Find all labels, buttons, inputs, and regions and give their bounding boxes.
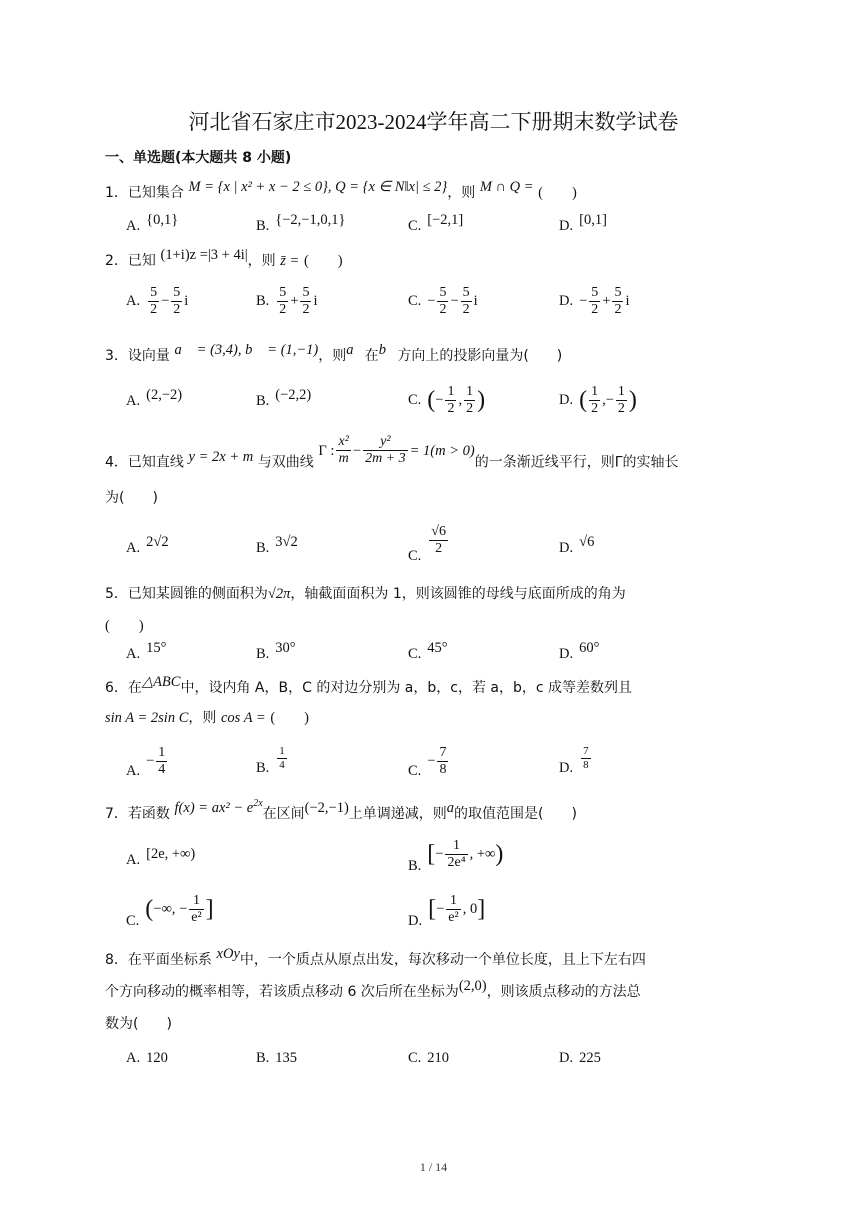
denominator: 4 — [279, 759, 285, 771]
denominator: 2 — [591, 401, 599, 416]
q3-option-d — [559, 384, 637, 417]
bracket: [ — [427, 841, 436, 867]
numerator: 5 — [591, 285, 599, 300]
stem-text: 4．已知直线 — [105, 454, 184, 471]
stem-text: 中，一个质点从原点出发，每次移动一个单位长度，且上下左右四 — [239, 952, 646, 968]
q6-option-a — [126, 745, 169, 778]
question-6-stem-cont — [105, 708, 309, 728]
numerator: x² — [338, 434, 349, 449]
q6-option-d — [559, 745, 593, 776]
numerator: √6 — [431, 524, 446, 539]
stem-text: ，则 — [247, 253, 276, 269]
q1-option-a — [126, 212, 179, 235]
denominator: 8 — [439, 762, 447, 777]
numerator: 1 — [591, 384, 599, 399]
option-value: 45° — [427, 640, 448, 656]
option-value: [0,1] — [579, 212, 607, 228]
stem-text: ，则该质点移动的方法总 — [486, 984, 641, 1000]
q4-option-c — [408, 524, 450, 564]
fraction — [171, 285, 182, 318]
option-label: A. — [126, 292, 141, 309]
numerator: 1 — [189, 893, 203, 910]
stem-text: 的一条渐近线平行，则Γ的实轴长 — [474, 454, 679, 471]
numerator: 5 — [614, 285, 622, 300]
numerator: 5 — [173, 285, 181, 300]
denominator: 2 — [150, 302, 158, 317]
denominator: 2 — [302, 302, 310, 317]
option-label: B. — [256, 292, 270, 309]
q3-option-b — [256, 387, 312, 410]
fraction — [437, 285, 448, 318]
denominator: e² — [191, 910, 202, 925]
option-value: −∞, — [153, 900, 180, 917]
fraction — [612, 285, 623, 318]
option-value: √6 — [579, 534, 595, 550]
sign: − — [605, 391, 614, 408]
option-value: {−2,−1,0,1} — [275, 212, 346, 228]
option-value: 30° — [275, 640, 296, 656]
question-2-stem — [105, 247, 343, 271]
stem-text: 在 — [364, 348, 379, 364]
math-expr: △ABC — [141, 674, 181, 690]
sign: − — [435, 391, 444, 408]
fraction — [445, 838, 467, 871]
fraction — [363, 434, 408, 467]
option-label: C. — [408, 391, 422, 408]
separator: , — [602, 391, 606, 408]
fraction — [446, 893, 460, 926]
denominator: 2m + 3 — [365, 451, 406, 466]
stem-text: 中，设内角 A，B，C 的对边分别为 a，b，c，若 a，b，c 成等差数列且 — [180, 680, 633, 696]
fraction — [616, 384, 627, 417]
q5-option-d — [559, 640, 600, 663]
math-expr: Γ : — [318, 442, 335, 459]
q2-option-b — [256, 285, 318, 318]
option-label: B. — [256, 646, 270, 662]
sign: − — [146, 752, 155, 769]
fraction — [277, 745, 287, 772]
denominator: 2 — [462, 302, 470, 317]
imag-unit: i — [625, 292, 630, 309]
paren: ) — [477, 387, 486, 413]
math-expr: = 1(m > 0) — [409, 442, 475, 459]
option-label: A. — [126, 762, 141, 779]
operator: − — [450, 292, 459, 309]
q1-option-b — [256, 212, 346, 235]
q5-option-c — [408, 640, 448, 663]
question-6-stem — [105, 674, 633, 698]
math-expr: y = 2x + m — [188, 448, 254, 465]
answer-blank: ( ) — [303, 253, 343, 269]
fraction — [589, 285, 600, 318]
numerator: y² — [363, 434, 408, 451]
denominator: 2 — [591, 302, 599, 317]
sign: − — [179, 900, 188, 917]
denominator: 2 — [614, 302, 622, 317]
q6-option-b — [256, 745, 289, 776]
q7-option-b — [408, 838, 504, 874]
question-4-stem — [105, 434, 679, 479]
stem-text: ，则 — [188, 710, 217, 726]
imag-unit: i — [473, 292, 478, 309]
option-label: B. — [256, 759, 270, 776]
fraction — [336, 434, 350, 467]
question-8-stem-cont — [105, 978, 641, 1002]
option-label: C. — [408, 292, 422, 309]
option-value: 2√2 — [146, 534, 169, 550]
sign: − — [427, 752, 436, 769]
stem-text: 在区间 — [262, 806, 305, 822]
denominator: 2 — [279, 302, 287, 317]
option-label: B. — [256, 1050, 270, 1066]
page-number: 1 / 14 — [419, 1160, 448, 1174]
numerator: 5 — [279, 285, 287, 300]
numerator: 1 — [279, 745, 285, 757]
numerator: 1 — [466, 384, 474, 399]
q2-option-a — [126, 285, 188, 318]
numerator: 1 — [446, 893, 460, 910]
q8-option-b — [256, 1050, 297, 1067]
q4-option-a — [126, 534, 169, 557]
q2-option-d — [559, 285, 630, 318]
numerator: 5 — [439, 285, 447, 300]
page-title — [0, 106, 867, 136]
option-value: 135 — [275, 1050, 298, 1066]
denominator: e² — [448, 910, 459, 925]
option-label: C. — [408, 646, 422, 662]
question-4-stem-cont — [105, 488, 158, 508]
option-value: [−2,1] — [427, 212, 464, 228]
option-value: 120 — [146, 1050, 168, 1066]
fraction — [277, 285, 288, 318]
operator: − — [161, 292, 170, 309]
stem-text: 与双曲线 — [257, 454, 314, 471]
option-value: {0,1} — [146, 212, 179, 228]
option-label: B. — [408, 857, 422, 874]
denominator: 2 — [466, 401, 474, 416]
option-label: A. — [126, 646, 141, 662]
math-expr: z̄ = — [280, 253, 300, 269]
bracket: ] — [477, 896, 486, 922]
stem-text: ，轴截面面积为 1，则该圆锥的母线与底面所成的角为 — [290, 586, 626, 602]
sign: − — [579, 292, 588, 309]
math-expr: cos A = — [221, 710, 266, 726]
option-value: , +∞ — [469, 845, 496, 862]
numerator: 1 — [158, 745, 166, 760]
bracket: [ — [428, 896, 437, 922]
stem-text: ，则 — [318, 348, 347, 364]
option-value: , 0 — [462, 900, 478, 917]
question-3-stem — [105, 342, 563, 366]
fraction — [300, 285, 311, 318]
answer-blank: ( ) — [538, 185, 577, 201]
math-expr: a — [446, 800, 455, 816]
option-value: 225 — [579, 1050, 601, 1066]
math-expr: b⃗ — [378, 342, 398, 358]
sign: − — [435, 845, 444, 862]
option-label: C. — [408, 218, 422, 234]
fraction — [581, 745, 591, 772]
option-label: B. — [256, 393, 270, 409]
operator: − — [352, 442, 362, 459]
stem-text: 个方向移动的概率相等，若该质点移动 6 次后所在坐标为 — [105, 984, 459, 1000]
stem-text: 1．已知集合 — [105, 185, 184, 201]
answer-blank: ( ) — [105, 618, 144, 634]
option-label: D. — [559, 292, 574, 309]
option-label: D. — [408, 912, 423, 929]
q4-option-d — [559, 534, 595, 557]
bracket: ( — [145, 896, 154, 922]
fraction — [429, 524, 448, 557]
fraction — [589, 384, 600, 417]
fraction — [445, 384, 456, 417]
option-label: D. — [559, 391, 574, 408]
option-value: 60° — [579, 640, 600, 656]
option-label: D. — [559, 540, 574, 556]
question-8-stem-cont — [105, 1014, 172, 1034]
imag-unit: i — [313, 292, 318, 309]
fraction — [189, 893, 203, 926]
numerator: 1 — [447, 384, 455, 399]
option-label: C. — [408, 1050, 422, 1066]
numerator: 5 — [462, 285, 470, 300]
q8-option-d — [559, 1050, 601, 1067]
paren: ) — [628, 387, 637, 413]
math-expr: a⃗ — [346, 342, 365, 358]
paren: ( — [427, 387, 436, 413]
denominator: m — [338, 451, 349, 466]
sign: − — [427, 292, 436, 309]
stem-text: 的取值范围是( ) — [454, 806, 577, 822]
q7-option-d — [408, 893, 486, 929]
stem-text: 3．设向量 — [105, 348, 170, 364]
stem-text: 数为( ) — [105, 1016, 172, 1032]
fraction — [464, 384, 475, 417]
option-label: A. — [126, 218, 141, 234]
option-value: 15° — [146, 640, 167, 656]
denominator: 8 — [583, 759, 589, 771]
q4-option-b — [256, 534, 298, 557]
title-text: 河北省石家庄市 — [188, 110, 336, 134]
math-expr: (−2,−1) — [304, 800, 349, 816]
imag-unit: i — [184, 292, 189, 309]
denominator: 2 — [617, 401, 625, 416]
denominator: 2 — [435, 541, 443, 556]
option-label: D. — [559, 218, 574, 234]
title-years: 2023-2024 — [335, 110, 427, 134]
fraction — [156, 745, 167, 778]
option-label: C. — [408, 762, 422, 779]
q1-option-d — [559, 212, 607, 235]
fraction — [461, 285, 472, 318]
math-expr — [175, 800, 263, 816]
option-value: 210 — [427, 1050, 450, 1066]
answer-blank: ( ) — [270, 710, 309, 726]
stem-text: 为( ) — [105, 490, 158, 506]
stem-text: 5．已知某圆锥的侧面积为 — [105, 586, 268, 602]
q7-option-a — [126, 846, 196, 869]
denominator: 2 — [173, 302, 181, 317]
q3-option-c — [408, 384, 485, 417]
option-value: (2,−2) — [146, 387, 183, 403]
q8-option-a — [126, 1050, 168, 1067]
option-label: A. — [126, 393, 141, 409]
option-label: B. — [256, 540, 270, 556]
option-label: C. — [126, 912, 140, 929]
denominator: 4 — [158, 762, 166, 777]
denominator: 2 — [439, 302, 447, 317]
math-expr: sin A = 2sin C — [105, 710, 189, 726]
math-expr: a⃗ = (3,4), b⃗ = (1,−1) — [174, 342, 319, 358]
stem-text: 2．已知 — [105, 253, 156, 269]
option-value: 3√2 — [275, 534, 298, 550]
numerator: 7 — [583, 745, 589, 757]
q7-option-c — [126, 893, 214, 929]
denominator: 2e⁴ — [447, 855, 466, 870]
hyperbola-equation — [318, 434, 475, 466]
option-value: [2e, +∞) — [146, 846, 196, 862]
stem-text: 上单调递减，则 — [348, 806, 447, 822]
q6-option-c — [408, 745, 450, 778]
paren: ( — [579, 387, 588, 413]
function-expr: f(x) = ax² − e — [174, 800, 254, 816]
title-text: 学年高二下册期末数学试卷 — [426, 110, 679, 134]
option-label: A. — [126, 540, 141, 556]
math-expr: √2π — [267, 586, 291, 602]
question-7-stem — [105, 798, 577, 826]
option-label: A. — [126, 1050, 141, 1066]
bracket: ) — [495, 841, 504, 867]
bracket: ] — [205, 896, 214, 922]
option-label: D. — [559, 646, 574, 662]
question-5-stem-cont — [105, 616, 144, 636]
numerator: 7 — [439, 745, 447, 760]
math-expr: xOy — [216, 946, 240, 962]
numerator: 5 — [150, 285, 158, 300]
math-expr: M ∩ Q = — [479, 179, 534, 195]
separator: , — [458, 391, 463, 408]
question-8-stem — [105, 946, 646, 970]
math-expr: (1+i)z =|3 + 4i| — [160, 247, 248, 263]
q5-option-a — [126, 640, 167, 663]
option-label: D. — [559, 759, 574, 776]
option-label: A. — [126, 852, 141, 868]
q1-option-c — [408, 212, 464, 235]
numerator: 5 — [302, 285, 310, 300]
section-heading: 一、单选题(本大题共 8 小题) — [105, 150, 292, 166]
option-label: B. — [256, 218, 270, 234]
operator: + — [290, 292, 299, 309]
option-value: (−2,2) — [275, 387, 312, 403]
q5-option-b — [256, 640, 296, 663]
stem-text: 7．若函数 — [105, 806, 170, 822]
q2-option-c — [408, 285, 478, 318]
fraction — [437, 745, 448, 778]
q8-option-c — [408, 1050, 449, 1067]
exponent: 2x — [253, 798, 263, 809]
math-expr: (2,0) — [458, 978, 487, 994]
fraction — [148, 285, 159, 318]
numerator: 1 — [445, 838, 467, 855]
question-1-stem — [105, 179, 577, 203]
denominator: 2 — [447, 401, 455, 416]
q3-option-a — [126, 387, 183, 410]
option-label: D. — [559, 1050, 574, 1066]
stem-text: ，则 — [447, 185, 476, 201]
math-expr: M = {x | x² + x − 2 ≤ 0}, Q = {x ∈ N‖x| ≤ 2} — [188, 179, 448, 195]
sign: − — [436, 900, 445, 917]
stem-text: 8．在平面坐标系 — [105, 952, 212, 968]
question-5-stem — [105, 584, 626, 604]
numerator: 1 — [617, 384, 625, 399]
operator: + — [602, 292, 611, 309]
stem-text: 方向上的投影向量为( ) — [397, 348, 563, 364]
option-label: C. — [408, 547, 422, 564]
stem-text: 6．在 — [105, 680, 142, 696]
